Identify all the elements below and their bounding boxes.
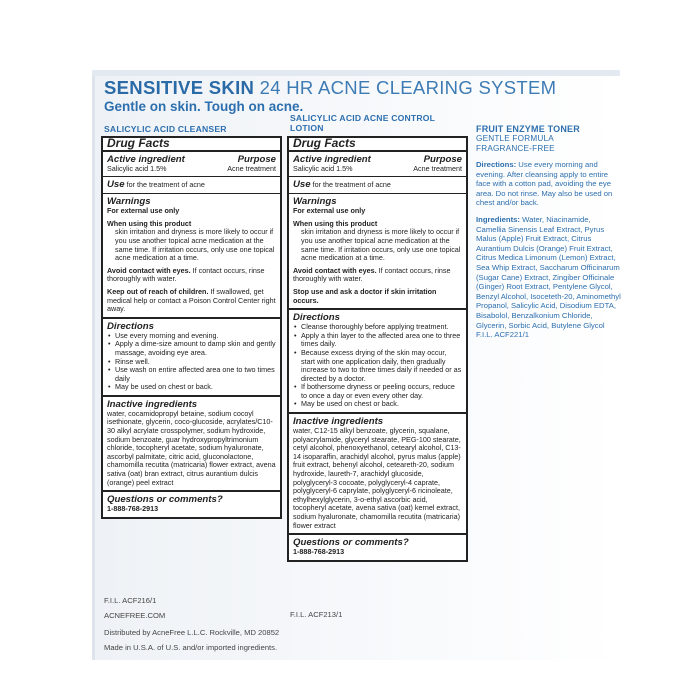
stop-use: Stop use and ask a doctor if skin irritation occurs. xyxy=(293,286,437,305)
inactive-text: water, C12-15 alkyl benzoate, glycerin, squalane, polyacrylamide, glyceryl stearate, PEG-100 stearate, cetyl alcohol, phenoxyethanol, cetearyl alcohol, C13-14 isoparaffin, arachidyl alcohol, pyrus malus (apple) fruit extract, behenyl alcohol, ceteareth-20, sodium hydroxide, laureth-7, arachidyl glucoside, polyglyceryl-3 cocoate, polyglyceryl-4 caprate, polyglyceryl-6 caprylate, polyglyceryl-6 ricinoleate, ethylhexylglycerin, 3-o-ethyl ascorbic acid, tocopheryl acetate, avena sativa (oat) kernel extract, sodium hyaluronate, chamomilla recutita (matricaria) flower extract xyxy=(293,426,461,530)
inactive-section xyxy=(289,414,466,535)
purpose-value: Acne treatment xyxy=(413,163,462,173)
direction-item: • May be used on chest or back. xyxy=(293,400,462,409)
warnings-label: Warnings xyxy=(107,196,151,208)
direction-item: • Apply a thin layer to the affected area one to three times daily. xyxy=(293,332,462,349)
children-text: If swallowed, get medical help or contact a Poison Control Center right away. xyxy=(107,286,276,314)
toner-title: FRUIT ENZYME TONER xyxy=(476,124,580,134)
inactive-label: Inactive ingredients xyxy=(293,416,384,428)
toner-column xyxy=(476,124,622,340)
made-in: Made in U.S.A. of U.S. and/or imported ingredients. xyxy=(104,643,278,652)
cleanser-fil: F.I.L. ACF216/1 xyxy=(104,596,157,605)
when-using-label: When using this product xyxy=(107,218,192,228)
inactive-section xyxy=(103,397,280,492)
active-ingredient-label: Active ingredient xyxy=(107,153,185,165)
toner-directions-text: Use every morning and evening. After cleansing apply to entire face with a cotton pad, avoiding the eye area. Do not rinse. May also be used on chest and/or back. xyxy=(476,160,613,208)
eyes-text: If contact occurs, rinse thoroughly with water. xyxy=(107,265,265,284)
toner-fragrance: FRAGRANCE-FREE xyxy=(476,143,555,153)
drug-facts-heading: Drug Facts xyxy=(289,138,466,152)
inactive-text: water, cocamidopropyl betaine, sodium cocoyl isethionate, glycerin, coco-glucoside, acrylates/C10-30 alkyl acrylate crosspolymer, sodium hydroxide, sodium benzoate, guar hydroxypropyltrimonium chloride, tocopheryl acetate, sodium hyaluronate, ascorbyl palmitate, citric acid, gluconolactone, chamomilla recutita (matricaria) flower extract, avena sativa (oat) bran extract, citrus aurantium dulcis (orange) peel extract xyxy=(107,408,276,487)
phone-number: 1-888-768-2913 xyxy=(107,504,159,514)
lotion-title: SALICYLIC ACID ACNE CONTROL LOTION xyxy=(290,113,435,133)
toner-ingredients-text: Water, Niacinamide, Camellia Sinensis Leaf Extract, Pyrus Malus (Apple) Fruit Extract, Citrus Aurantium Dulcis (Orange) Fruit Extract, Citrus Medica Limonum (Lemon) Extract, Sea Whip Extract, Saccharum Officinarum (Sugar Cane) Extract, Zingiber Officinale (Ginger) Root Extract, Pentylene Glycol, Benzyl Alcohol, Isoceteth-20, Aminomethyl Propanol, Salicylic Acid, Disodium EDTA, Bisabolol, Benzalkonium Chloride, Glycerin, Sorbic Acid, Butylene Glycol xyxy=(476,214,621,330)
toner-ingredients-label: Ingredients: xyxy=(476,214,520,224)
warnings-label: Warnings xyxy=(293,196,337,208)
direction-item: • If bothersome dryness or peeling occurs, reduce to once a day or even every other day. xyxy=(293,383,462,400)
phone-number: 1-888-768-2913 xyxy=(293,547,345,557)
website: ACNEFREE.COM xyxy=(104,611,166,620)
panel-top-edge xyxy=(92,70,620,76)
active-ingredient-value: Salicylic acid 1.5% xyxy=(293,163,353,173)
direction-item: • Because excess drying of the skin may occur, start with one application daily, then gradually increase to two to three times daily if needed or as directed by a doctor. xyxy=(293,349,462,383)
directions-list xyxy=(293,323,462,409)
headline-thin: 24 HR ACNE CLEARING SYSTEM xyxy=(259,77,557,98)
toner-directions xyxy=(476,160,622,208)
questions-label: Questions or comments? xyxy=(107,494,223,506)
inactive-label: Inactive ingredients xyxy=(107,398,198,410)
toner-directions-label: Directions: xyxy=(476,160,517,169)
drug-facts-heading: Drug Facts xyxy=(103,138,280,152)
directions-label: Directions xyxy=(293,312,340,324)
warnings-section xyxy=(289,194,466,310)
headline xyxy=(104,77,624,99)
direction-item: • May be used on chest or back. xyxy=(107,383,276,392)
external-use: For external use only xyxy=(107,206,180,216)
distributor: Distributed by AcneFree L.L.C. Rockville, MD 20852 xyxy=(104,628,280,637)
direction-item: • Rinse well. xyxy=(107,358,276,367)
toner-formula: GENTLE FORMULA xyxy=(476,134,554,143)
direction-item: • Apply a dime-size amount to damp skin and gently massage, avoiding eye area. xyxy=(107,340,276,357)
direction-item: • Use every morning and evening. xyxy=(107,332,276,341)
active-ingredient-value: Salicylic acid 1.5% xyxy=(107,163,167,173)
cleanser-drug-facts xyxy=(101,136,282,519)
eyes-label: Avoid contact with eyes. xyxy=(293,265,377,275)
questions-section xyxy=(103,492,280,517)
lotion-drug-facts xyxy=(287,136,468,562)
eyes-text: If contact occurs, rinse thoroughly with water. xyxy=(293,265,451,284)
when-using-text: skin irritation and dryness is more likely to occur if you use another topical acne medication at the same time. If irritation occurs, only use one topical acne medication at a time. xyxy=(115,227,275,263)
active-ingredient-section xyxy=(289,152,466,178)
warnings-section xyxy=(103,194,280,319)
questions-label: Questions or comments? xyxy=(293,537,409,549)
toner-ingredients xyxy=(476,215,622,330)
active-ingredient-section xyxy=(103,152,280,178)
cleanser-title: SALICYLIC ACID CLEANSER xyxy=(104,124,227,134)
use-text: for the treatment of acne xyxy=(312,180,391,190)
directions-section xyxy=(103,319,280,397)
when-using-label: When using this product xyxy=(293,218,378,228)
lotion-fil: F.I.L. ACF213/1 xyxy=(290,610,343,619)
use-label: Use xyxy=(107,179,125,191)
purpose-label: Purpose xyxy=(423,153,462,165)
direction-item: • Use wash on entire affected area one to two times daily xyxy=(107,366,276,383)
toner-fil: F.I.L. ACF221/1 xyxy=(476,330,529,340)
questions-section xyxy=(289,535,466,560)
purpose-label: Purpose xyxy=(237,153,276,165)
use-text: for the treatment of acne xyxy=(126,180,205,190)
headline-bold: SENSITIVE SKIN xyxy=(104,77,255,98)
external-use: For external use only xyxy=(293,206,366,216)
directions-label: Directions xyxy=(107,320,154,332)
use-section xyxy=(289,177,466,194)
directions-list xyxy=(107,332,276,392)
direction-item: • Cleanse thoroughly before applying treatment. xyxy=(293,323,462,332)
when-using-text: skin irritation and dryness is more likely to occur if you use another topical acne medication at the same time. If irritation occurs, only use one topical acne medication at a time. xyxy=(301,227,461,263)
use-section xyxy=(103,177,280,194)
eyes-label: Avoid contact with eyes. xyxy=(107,265,191,275)
purpose-value: Acne treatment xyxy=(227,163,276,173)
directions-section xyxy=(289,310,466,414)
use-label: Use xyxy=(293,179,311,191)
tagline: Gentle on skin. Tough on acne. xyxy=(104,99,304,114)
children-label: Keep out of reach of children. xyxy=(107,286,209,296)
active-ingredient-label: Active ingredient xyxy=(293,153,371,165)
